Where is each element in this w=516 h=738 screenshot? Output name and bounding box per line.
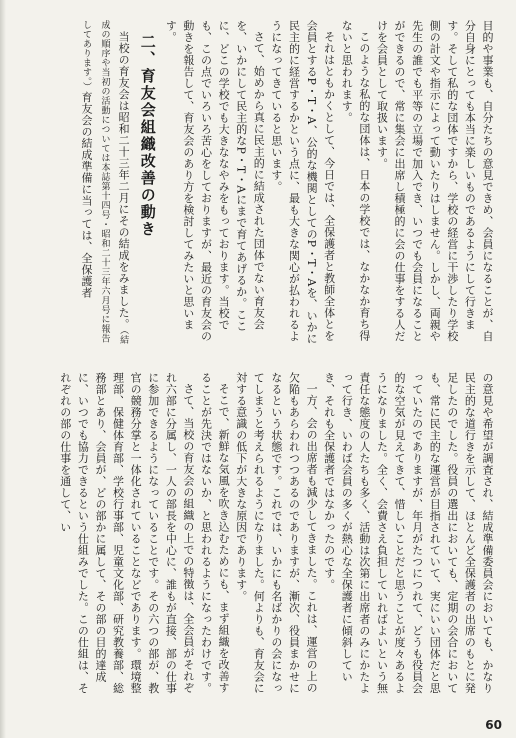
paragraph: そこで、新鮮な気風を吹き込むためにも、まず組織を改善することが先決ではないか、と思われるようになったわけです。 [199, 372, 231, 694]
paragraph: さて、始めから真に民主的に結成された団体でない育友会を、いかにして民主的なP・T・Aにまで育てあげるか。ここに、どこの学校でも大きななやみをもっております。当校でも、この点でいろいろ苦心をしておりますが、最近の育友会の動きを報告して、育友会のあり方を検討してみたいと思います。 [164, 20, 266, 342]
upper-text-block [10, 20, 496, 350]
paragraph: の意見や希望が調査され、結成準備委員会においても、かなり民主的な道行きを示して、ほとんど全保護者の出席のもとに発足したのでした。役員の選出においても、定期の会合においても、常に民主的な運営が目指されていて、実にいい団体だと思っていたのでありますが、年月がたつにつれて、どうも役員会的な空気が見えてきて、惜しいことだと思うことが度々あるようになりました。全く、会費さえ負担していればよいという無責任な態度の人たちも多く、活動は次第に出席者のみにかたよって行き、いわば会員の多くが熱心な全保護者に傾斜していき、それも全保護者ではなかったのです。 [322, 372, 494, 694]
page-fold-shadow [0, 0, 6, 738]
paragraph: それはともかくとして、今日では、全保護者と教師全体とを会員とするP・T・A、公的な機関としてのP・T・Aを、いかに民主的に経営するかという点に、最も大きな関心が払われるようになってきていると思います。 [269, 20, 336, 345]
paragraph: さて、当校の育友会の組織の上での特徴は、全会員がそれぞれ六部に分属し、一人の部長を中心に、誰もが直接、部の仕事に参加できるようになっていることです。その六つの部が、教官の競務分掌と一体化されていることなどであります。環境整理部、保健体育部、学校行事部、児童文化部、研究教養部、総務部とあり、会員が、どの部かに属して、その部の目的達成に、いつでも協力できるという仕組みでした。この仕組は、それぞれの部の仕事を通して、い [58, 372, 195, 694]
paragraph: 目的や事業も、自分たちの意見できめ、会員になることが、自分自身にとっても本当に楽しいものであるようにして行きます。そして私的な団体ですから、学校の経営に干渉したり学校側の計文や指示によって動いたりはしません。しかし、両親や先生の誰でも平等の立場で加入でき、いつでも会員になることができるので、常に集会に出席し積極的に会の仕事をする人だけを会員として取扱います。 [375, 20, 494, 342]
paragraph [76, 20, 132, 350]
lower-text-block [10, 372, 496, 702]
paragraph-text: 育友会の結成準備に当っては、全保護者 [79, 91, 93, 299]
footnote-text: （結成の順序や当初の活動については本誌第十四号・昭和二十三年六月号に報告してあります。） [80, 20, 129, 345]
page-number: 60 [485, 718, 502, 732]
paragraph: 一方、会の出席者も減少してきました。これは、運営の上の欠陥もあらわれつつあるのでありますが、漸次、役員まかせになるという状態です。これでは、いかにも名ばかりの会になってしまうと考えられるようになりました。何よりも、育友会に対する意識の低下が大きな原因であります。 [234, 372, 319, 694]
paragraph-text: 当校の育友会は昭和二十三年二月にその結成をみました。 [117, 31, 131, 330]
paragraph: このような私的な団体は、日本の学校では、なかなか育ち得ないと思われます。 [340, 20, 371, 342]
section-heading: 二、育友会組織改善の動き [138, 34, 157, 238]
